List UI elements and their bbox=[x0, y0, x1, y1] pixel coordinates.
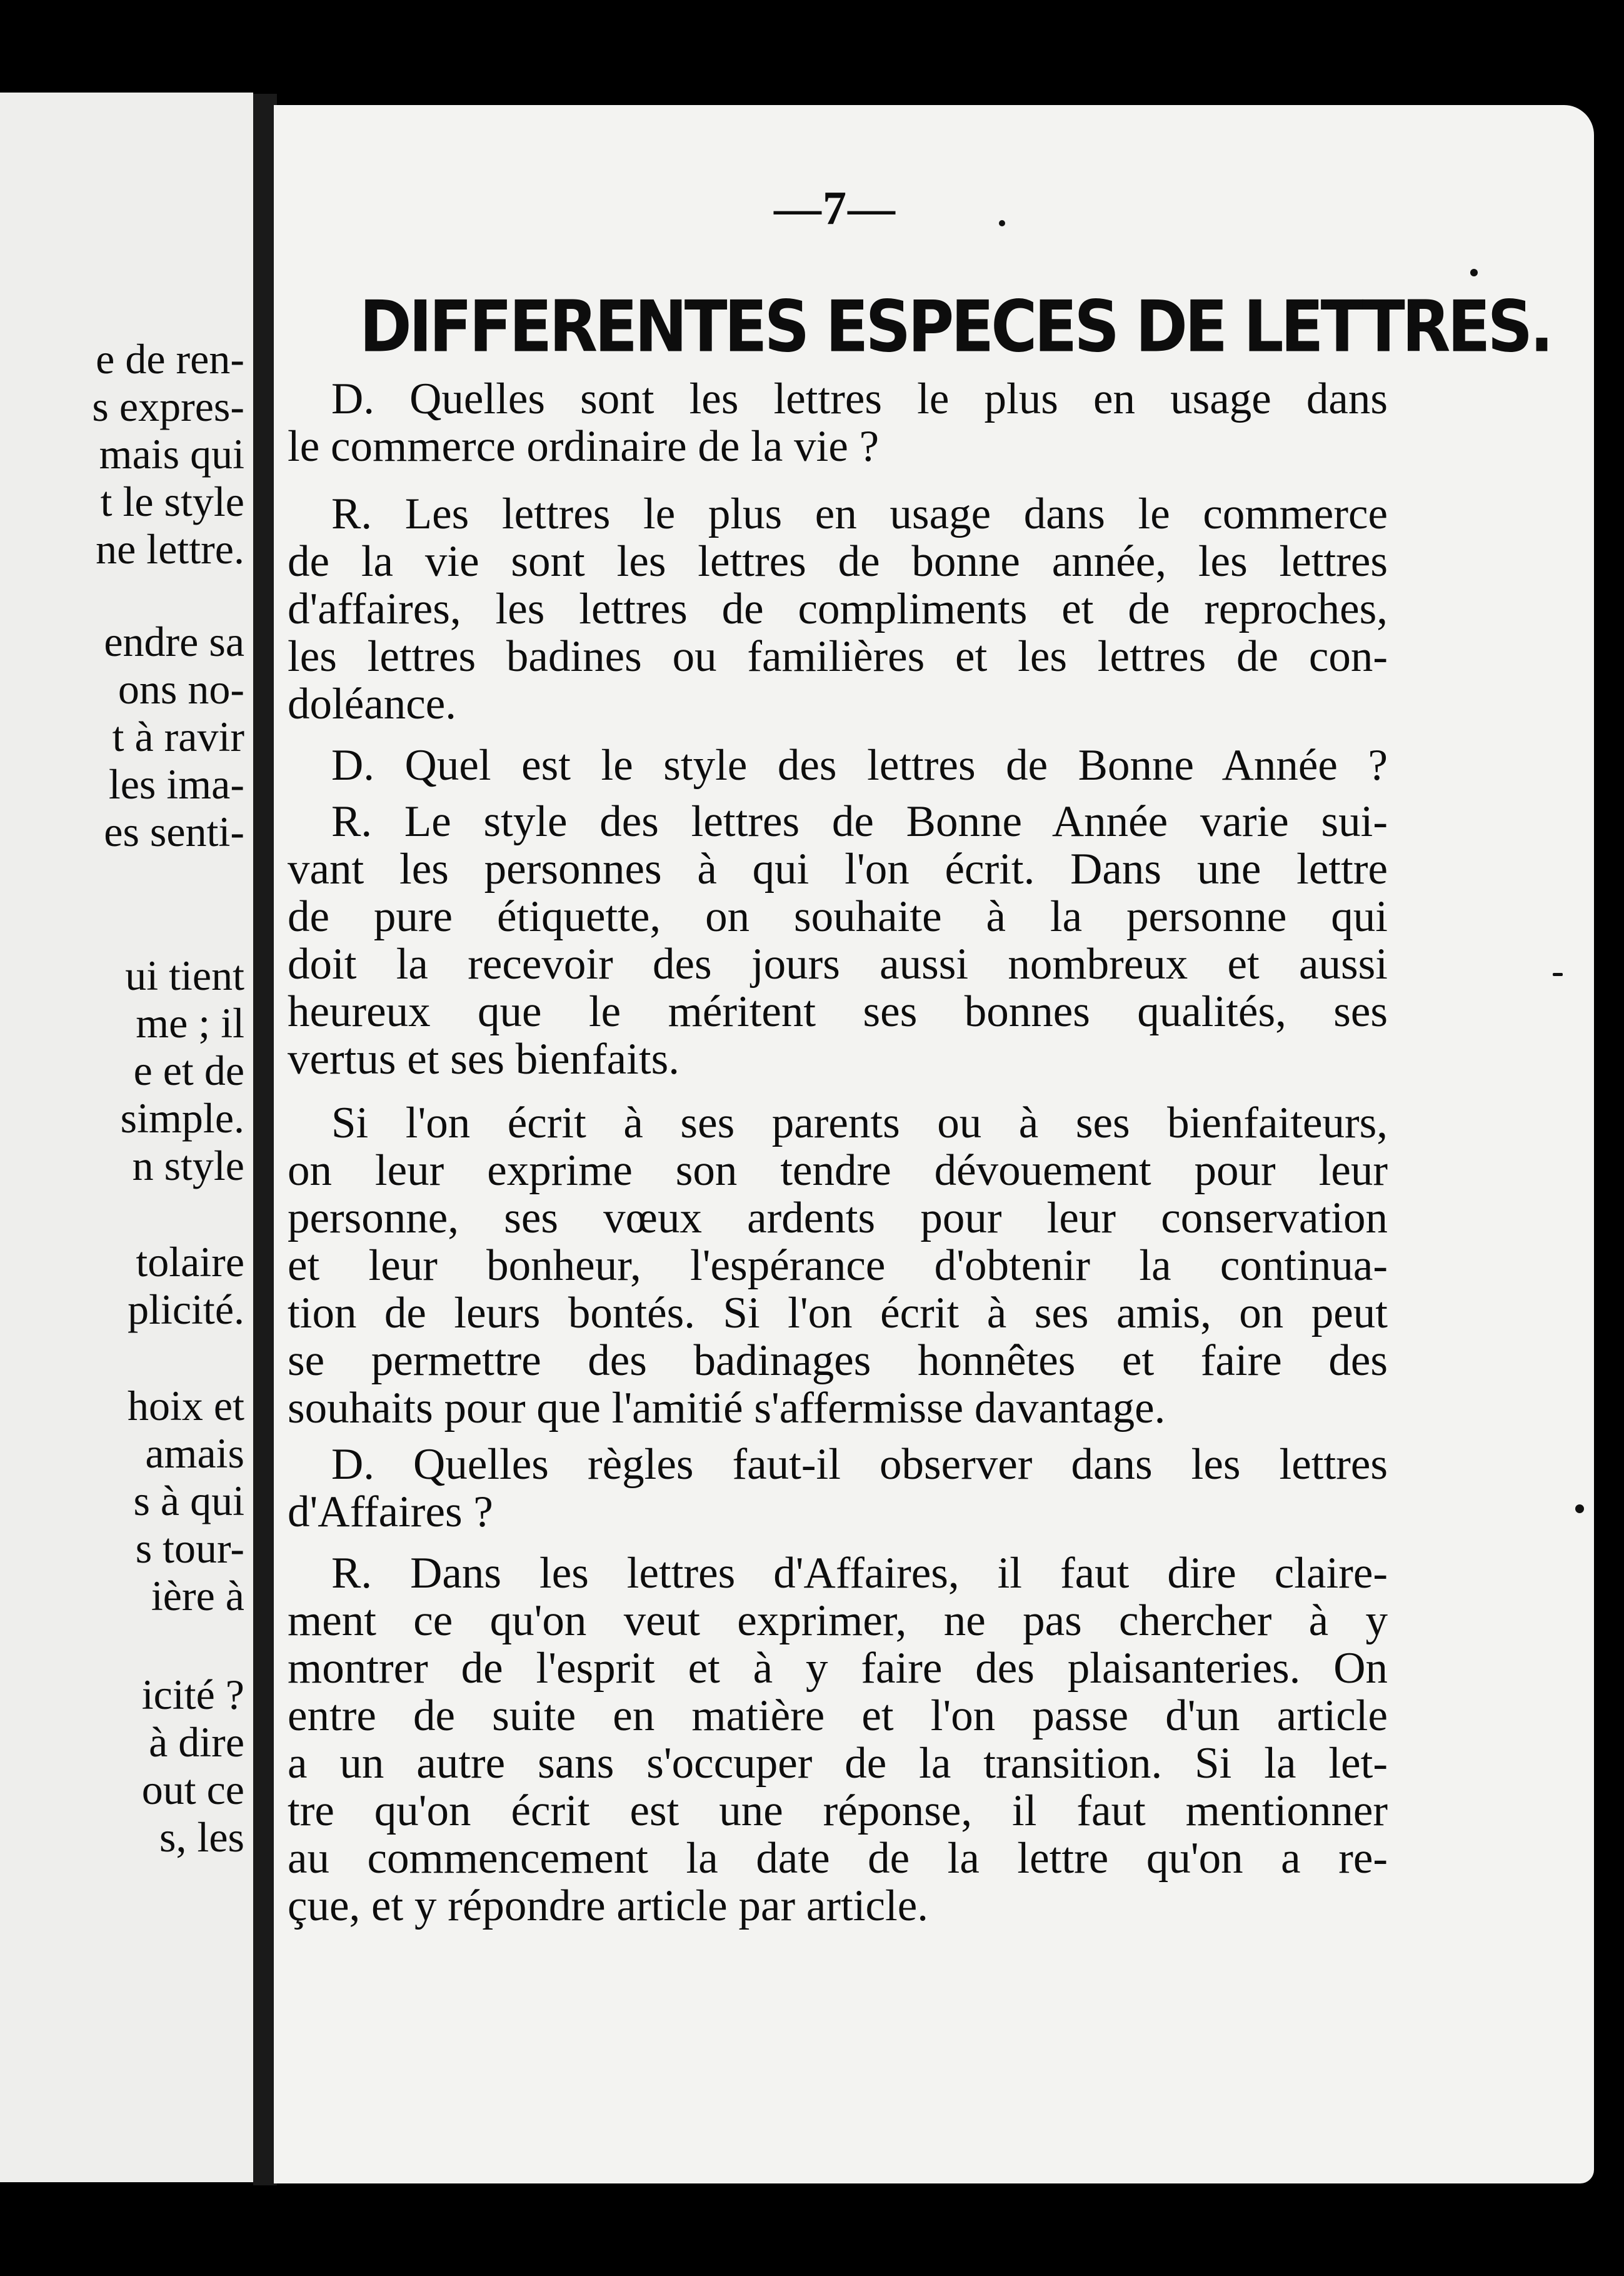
text-line: se permettre des badinages honnêtes et faire des bbox=[288, 1336, 1388, 1385]
left-page-line: e et de bbox=[133, 1047, 244, 1094]
left-page-line: les ima- bbox=[108, 760, 244, 808]
left-page-line: ons no- bbox=[118, 665, 244, 713]
text-line: doléance. bbox=[288, 680, 457, 728]
text-line: ment ce qu'on veut exprimer, ne pas chercher à y bbox=[288, 1596, 1388, 1645]
text-line: Si l'on écrit à ses parents ou à ses bienfaiteurs, bbox=[331, 1099, 1388, 1147]
text-line: et leur bonheur, l'espérance d'obtenir la continua- bbox=[288, 1241, 1388, 1290]
left-page-line: icité ? bbox=[141, 1671, 244, 1718]
left-page-line: amais bbox=[145, 1429, 244, 1477]
text-line: R. Dans les lettres d'Affaires, il faut dire claire- bbox=[331, 1549, 1388, 1598]
left-page-line: ui tient bbox=[125, 952, 244, 999]
text-line: D. Quelles sont les lettres le plus en usage dans bbox=[331, 375, 1388, 423]
scan-speck bbox=[1553, 973, 1563, 976]
text-line: tre qu'on écrit est une réponse, il faut mentionner bbox=[288, 1786, 1388, 1835]
text-line: çue, et y répondre article par article. bbox=[288, 1881, 928, 1930]
left-page-line: t le style bbox=[100, 478, 244, 525]
left-page-line: n style bbox=[132, 1142, 244, 1189]
left-page-line: ière à bbox=[151, 1572, 244, 1619]
left-page-line: à dire bbox=[149, 1718, 244, 1766]
scan-speck bbox=[1470, 269, 1478, 276]
left-page-line: mais qui bbox=[99, 430, 244, 478]
scan-speck bbox=[999, 220, 1005, 226]
text-line: souhaits pour que l'amitié s'affermisse davantage. bbox=[288, 1384, 1166, 1433]
text-line: les lettres badines ou familières et les lettres de con- bbox=[288, 632, 1388, 681]
text-line: R. Le style des lettres de Bonne Année varie sui- bbox=[331, 797, 1388, 846]
left-page-line: hoix et bbox=[128, 1382, 244, 1429]
scan-speck bbox=[1575, 1504, 1584, 1513]
left-page-line: simple. bbox=[120, 1094, 244, 1142]
text-line: a un autre sans s'occuper de la transition. Si la let- bbox=[288, 1739, 1388, 1788]
page-heading: DIFFERENTES ESPECES DE LETTRES. bbox=[359, 285, 1551, 368]
text-line: vertus et ses bienfaits. bbox=[288, 1035, 680, 1084]
left-page-line: endre sa bbox=[104, 618, 244, 665]
left-page-line: tolaire bbox=[136, 1238, 244, 1286]
text-line: de la vie sont les lettres de bonne année, les lettres bbox=[288, 537, 1388, 586]
left-page-fragment bbox=[0, 93, 253, 2182]
text-line: personne, ses vœux ardents pour leur conservation bbox=[288, 1194, 1388, 1242]
text-line: montrer de l'esprit et à y faire des plaisanteries. On bbox=[288, 1644, 1388, 1693]
left-page-line: ne lettre. bbox=[96, 525, 244, 573]
left-page-line: es senti- bbox=[104, 808, 244, 855]
text-line: tion de leurs bontés. Si l'on écrit à ses amis, on peut bbox=[288, 1289, 1388, 1337]
text-line: vant les personnes à qui l'on écrit. Dans une lettre bbox=[288, 845, 1388, 894]
text-line: D. Quel est le style des lettres de Bonne Année ? bbox=[331, 741, 1388, 790]
text-line: au commencement la date de la lettre qu'on a re- bbox=[288, 1834, 1388, 1883]
left-page-line: t à ravir bbox=[112, 713, 244, 760]
page-number: —7— bbox=[774, 182, 896, 234]
text-line: d'affaires, les lettres de compliments et de reproches, bbox=[288, 585, 1388, 633]
left-page-line: s tour- bbox=[135, 1524, 244, 1572]
left-page-line: s expres- bbox=[92, 383, 244, 430]
left-page-line: s à qui bbox=[133, 1477, 244, 1524]
left-page-line: e de ren- bbox=[96, 335, 244, 383]
text-line: R. Les lettres le plus en usage dans le commerce bbox=[331, 490, 1388, 538]
text-line: doit la recevoir des jours aussi nombreux et aussi bbox=[288, 940, 1388, 989]
left-page-line: me ; il bbox=[136, 999, 244, 1047]
left-page-line: out ce bbox=[141, 1766, 244, 1813]
text-line: le commerce ordinaire de la vie ? bbox=[288, 422, 880, 471]
text-line: entre de suite en matière et l'on passe d'un article bbox=[288, 1691, 1388, 1740]
text-line: d'Affaires ? bbox=[288, 1488, 493, 1536]
text-line: de pure étiquette, on souhaite à la personne qui bbox=[288, 892, 1388, 941]
text-line: on leur exprime son tendre dévouement pour leur bbox=[288, 1146, 1388, 1195]
left-page-line: s, les bbox=[159, 1813, 244, 1861]
text-line: D. Quelles règles faut-il observer dans les lettres bbox=[331, 1440, 1388, 1489]
left-page-line: plicité. bbox=[128, 1286, 244, 1333]
text-line: heureux que le méritent ses bonnes qualités, ses bbox=[288, 987, 1388, 1036]
